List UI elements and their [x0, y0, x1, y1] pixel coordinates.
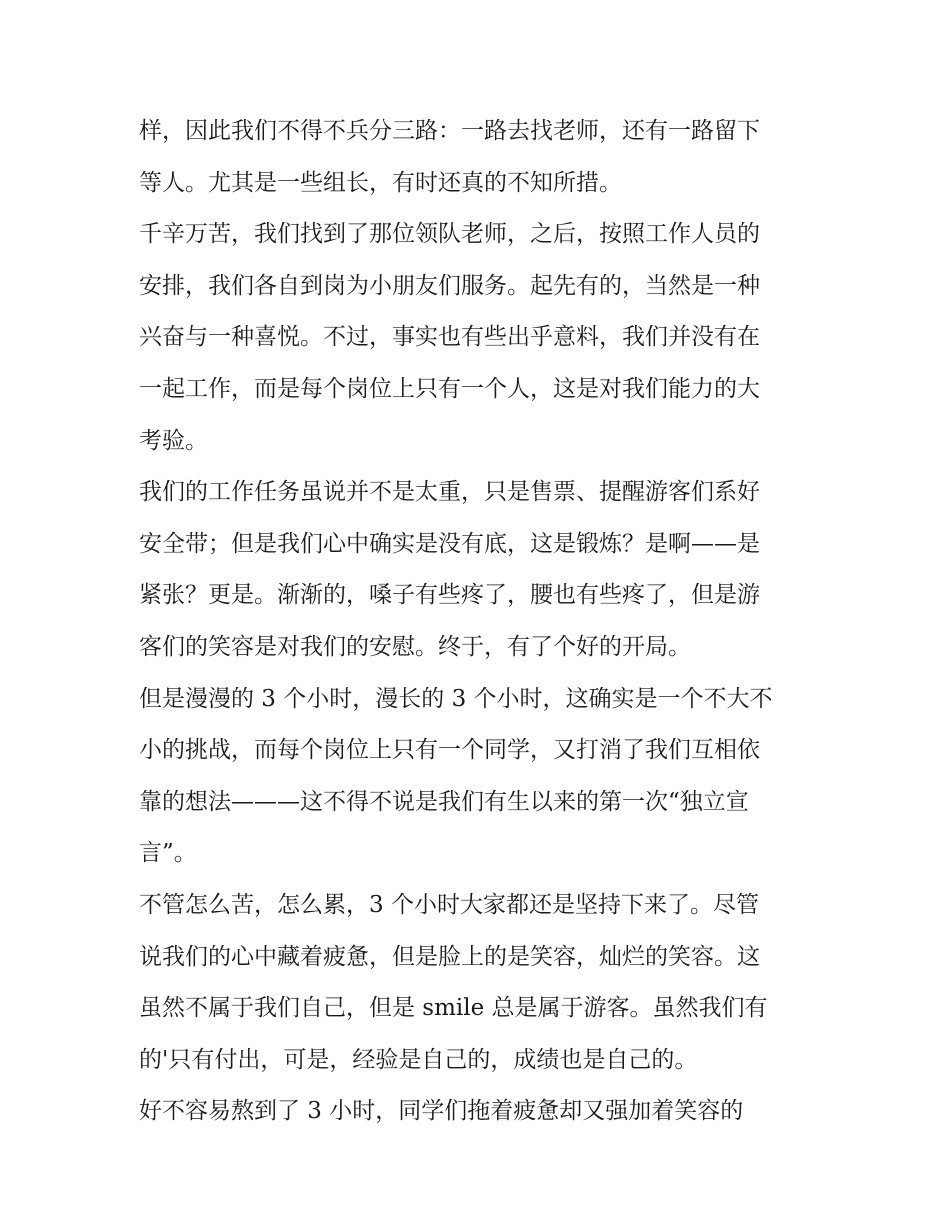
paragraph-2: 千辛万苦，我们找到了那位领队老师，之后，按照工作人员的 安排，我们各自到岗为小朋友们服务。起先有的，当然是一种 兴奋与一种喜悦。不过，事实也有些出乎意料，我们并没有在 一起工作，而是每个岗位上只有一个人，这是对我们能力的大 考验。 [139, 221, 760, 454]
paragraph-4: 但是漫漫的 3 个小时，漫长的 3 个小时，这确实是一个不大不 小的挑战，而每个岗位上只有一个同学，又打消了我们互相依 靠的想法———这不得不说是我们有生以来的第一次“独立宣 言”。 [139, 685, 773, 867]
paragraph-1: 样，因此我们不得不兵分三路：一路去找老师，还有一路留下 等人。尤其是一些组长，有时还真的不知所措。 [139, 118, 760, 196]
paragraph-5: 不管怎么苦，怎么累，3 个小时大家都还是坚持下来了。尽管 说我们的心中藏着疲惫，但是脸上的是笑容，灿烂的笑容。这 虽然不属于我们自己，但是 smile 总是属于游客。虽然我们有 的'只有付出，可是，经验是自己的，成绩也是自己的。 [139, 891, 768, 1073]
paragraph-6: 好不容易熬到了 3 小时，同学们拖着疲惫却又强加着笑容的 [139, 1098, 744, 1125]
document-body [139, 106, 819, 1138]
paragraph-3: 我们的工作任务虽说并不是太重，只是售票、提醒游客们系好 安全带；但是我们心中确实是没有底，这是锻炼？是啊——是 紧张？更是。渐渐的，嗓子有些疼了，腰也有些疼了，但是游 客们的笑容是对我们的安慰。终于，有了个好的开局。 [139, 479, 760, 660]
